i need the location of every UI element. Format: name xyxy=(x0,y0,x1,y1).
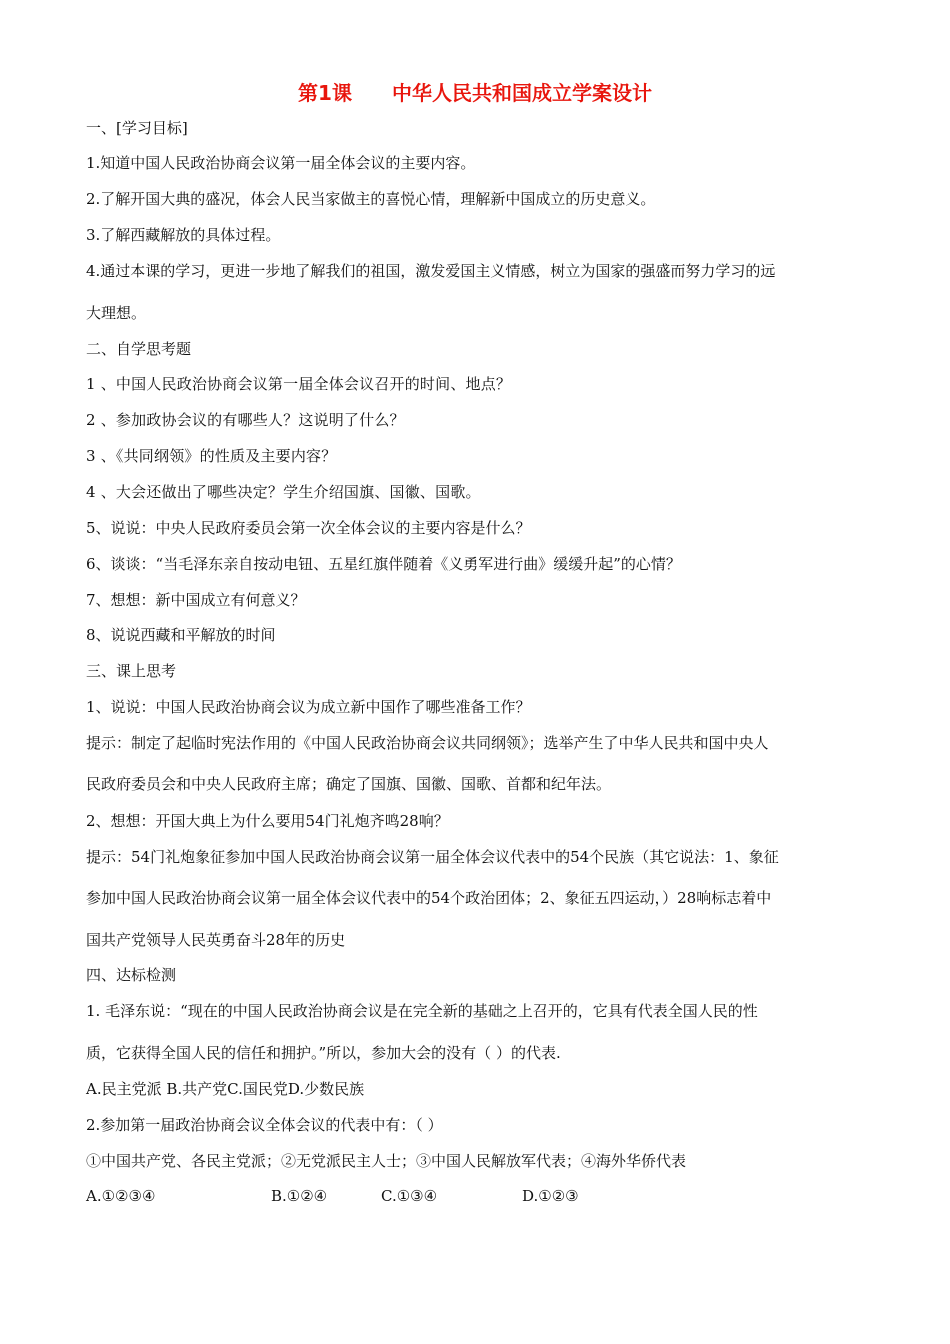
lesson-number: 第1课 xyxy=(298,81,352,105)
quiz-question: 1. 毛泽东说：“现在的中国人民政治协商会议是在完全新的基础之上召开的，它具有代表全国人民的性 xyxy=(86,1002,758,1020)
quiz-question: 质，它获得全国人民的信任和拥护。”所以，参加大会的没有（ ）的代表. xyxy=(86,1044,561,1062)
section-heading-assessment: 四、达标检测 xyxy=(86,966,177,984)
lesson-topic: 中华人民共和国成立学案设计 xyxy=(391,81,652,105)
option-c: C.①③④ xyxy=(381,1187,438,1205)
question-line: 5、说说：中央人民政府委员会第一次全体会议的主要内容是什么？ xyxy=(86,519,531,537)
objective-line: 4.通过本课的学习，更进一步地了解我们的祖国，激发爱国主义情感，树立为国家的强盛而努力学习的远 xyxy=(86,262,776,280)
question-line: 6、谈谈：“当毛泽东亲自按动电钮、五星红旗伴随着《义勇军进行曲》缓缓升起”的心情？ xyxy=(86,555,681,573)
section-heading-self-study: 二、自学思考题 xyxy=(86,340,192,358)
hint-line: 民政府委员会和中央人民政府主席；确定了国旗、国徽、国歌、首都和纪年法。 xyxy=(86,775,612,793)
objective-line: 3.了解西藏解放的具体过程。 xyxy=(86,226,281,244)
hint-line: 参加中国人民政治协商会议第一届全体会议代表中的54个政治团体；2、象征五四运动，）28响标志着中 xyxy=(86,889,772,907)
quiz-question: 2.参加第一届政治协商会议全体会议的代表中有：（ ） xyxy=(86,1116,443,1134)
objective-line: 2.了解开国大典的盛况，体会人民当家做主的喜悦心情，理解新中国成立的历史意义。 xyxy=(86,190,656,208)
question-line: 1、说说：中国人民政治协商会议为成立新中国作了哪些准备工作？ xyxy=(86,698,531,716)
quiz-statements: ①中国共产党、各民主党派；②无党派民主人士；③中国人民解放军代表；④海外华侨代表 xyxy=(86,1152,687,1170)
hint-line: 国共产党领导人民英勇奋斗28年的历史 xyxy=(86,931,346,949)
question-line: 7、想想：新中国成立有何意义？ xyxy=(86,591,306,609)
hint-line: 提示：54门礼炮象征参加中国人民政治协商会议第一届全体会议代表中的54个民族（其它说法：1、象征 xyxy=(86,848,779,866)
question-line: 1 、中国人民政治协商会议第一届全体会议召开的时间、地点？ xyxy=(86,375,512,393)
section-heading-objectives: 一、[学习目标] xyxy=(86,119,188,137)
option-a: A.①②③④ xyxy=(86,1187,156,1205)
section-heading-class-thinking: 三、课上思考 xyxy=(86,662,177,680)
option-d: D.①②③ xyxy=(522,1187,579,1205)
question-line: 2、想想：开国大典上为什么要用54门礼炮齐鸣28响？ xyxy=(86,812,449,830)
option-b: B.①②④ xyxy=(271,1187,328,1205)
page-title xyxy=(0,81,950,105)
question-line: 2 、参加政协会议的有哪些人？这说明了什么？ xyxy=(86,411,405,429)
question-line: 4 、大会还做出了哪些决定？学生介绍国旗、国徽、国歌。 xyxy=(86,483,481,501)
question-line: 8、说说西藏和平解放的时间 xyxy=(86,626,276,644)
objective-line: 1.知道中国人民政治协商会议第一届全体会议的主要内容。 xyxy=(86,154,476,172)
quiz-choices: A.民主党派 B.共产党C.国民党D.少数民族 xyxy=(86,1080,365,1098)
objective-line: 大理想。 xyxy=(86,304,147,322)
question-line: 3 、《共同纲领》的性质及主要内容？ xyxy=(86,447,337,465)
hint-line: 提示：制定了起临时宪法作用的《中国人民政治协商会议共同纲领》；选举产生了中华人民共和国中央人 xyxy=(86,734,769,752)
